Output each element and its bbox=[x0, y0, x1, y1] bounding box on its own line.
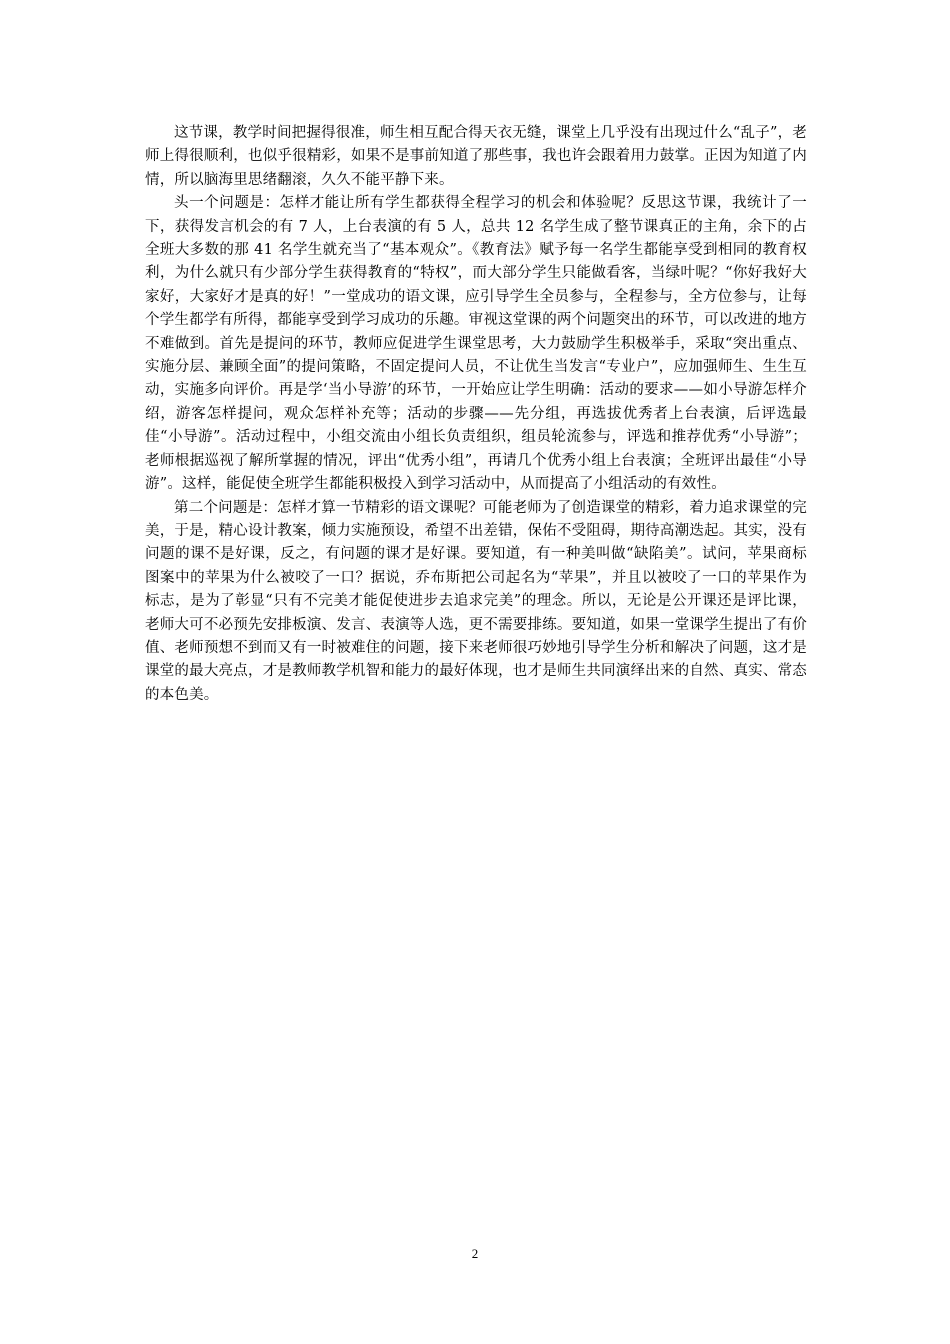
page-number: 2 bbox=[471, 1246, 479, 1261]
document-body bbox=[145, 122, 807, 707]
paragraph-1: 这节课，教学时间把握得很准，师生相互配合得天衣无缝，课堂上几乎没有出现过什么“乱子”，老师上得很顺利，也似乎很精彩，如果不是事前知道了那些事，我也许会跟着用力鼓掌。正因为知道了内情，所以脑海里思绪翻滚，久久不能平静下来。 bbox=[145, 125, 807, 188]
paragraph-3: 第二个问题是：怎样才算一节精彩的语文课呢？可能老师为了创造课堂的精彩，着力追求课堂的完美，于是，精心设计教案，倾力实施预设，希望不出差错，保佑不受阻碍，期待高潮迭起。其实，没有问题的课不是好课，反之，有问题的课才是好课。要知道，有一种美叫做“缺陷美”。试问，苹果商标图案中的苹果为什么被咬了一口？据说，乔布斯把公司起名为“苹果”，并且以被咬了一口的苹果作为标志，是为了彰显“只有不完美才能促使进步去追求完美”的理念。所以，无论是公开课还是评比课，老师大可不必预先安排板演、发言、表演等人选，更不需要排练。要知道，如果一堂课学生提出了有价值、老师预想不到而又有一时被难住的问题，接下来老师很巧妙地引导学生分析和解决了问题，这才是课堂的最大亮点，才是教师教学机智和能力的最好体现，也才是师生共同演绎出来的自然、真实、常态的本色美。 bbox=[145, 499, 807, 703]
paragraph-2: 头一个问题是：怎样才能让所有学生都获得全程学习的机会和体验呢？反思这节课，我统计了一下，获得发言机会的有 7 人，上台表演的有 5 人，总共 12 名学生成了整节课真正的主角，余下的占全班大多数的那 41 名学生就充当了“基本观众”。《教育法》赋予每一名学生都能享受到相同的教育权利，为什么就只有少部分学生获得教育的“特权”，而大部分学生只能做看客，当绿叶呢？“你好我好大家好，大家好才是真的好！”一堂成功的语文课，应引导学生全员参与，全程参与，全方位参与，让每个学生都学有所得，都能享受到学习成功的乐趣。审视这堂课的两个问题突出的环节，可以改进的地方不难做到。首先是提问的环节，教师应促进学生课堂思考，大力鼓励学生积极举手，采取“突出重点、实施分层、兼顾全面”的提问策略，不固定提问人员，不让优生当发言“专业户”，应加强师生、生生互动，实施多向评价。再是学‘当小导游’的环节，一开始应让学生明确：活动的要求——如小导游怎样介绍，游客怎样提问，观众怎样补充等；活动的步骤——先分组，再选拔优秀者上台表演，后评选最佳“小导游”。活动过程中，小组交流由小组长负责组织，组员轮流参与，评选和推荐优秀“小导游”；老师根据巡视了解所掌握的情况，评出“优秀小组”，再请几个优秀小组上台表演；全班评出最佳“小导游”。这样，能促使全班学生都能积极投入到学习活动中，从而提高了小组活动的有效性。 bbox=[145, 195, 807, 493]
